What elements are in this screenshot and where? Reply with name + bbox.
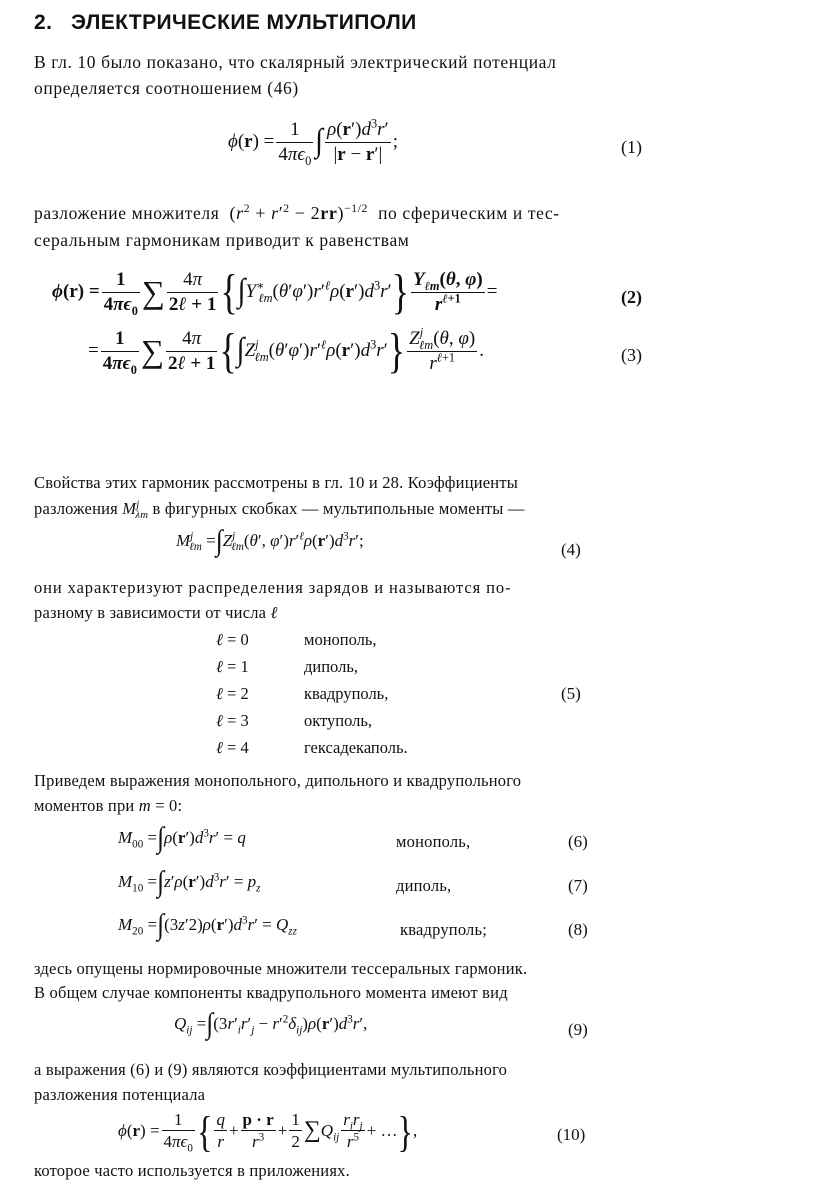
para5-line-2-text: моментов при — [34, 796, 135, 815]
para2-line-2: серальным гармоникам приводит к равенствам — [34, 230, 410, 250]
multipole-name: октуполь, — [304, 711, 373, 730]
multipole-name: диполь, — [304, 657, 358, 676]
para3-line-1: Свойства этих гармоник рассмотрены в гл. 10 и 28. Коэффициенты — [34, 473, 519, 492]
equation-number-5: (5) — [561, 684, 581, 703]
closing-line: которое часто используется в приложениях. — [34, 1161, 350, 1180]
moment-label-dipole: диполь, — [396, 876, 452, 895]
para3-line-2-end: в фигурных скобках — мультипольные моменты — — [152, 499, 525, 518]
para7-line-1: а выражения (6) и (9) являются коэффициентами мультипольного — [34, 1060, 508, 1079]
moment-label-monopole: монополь, — [396, 832, 471, 851]
section-title: ЭЛЕКТРИЧЕСКИЕ МУЛЬТИПОЛИ — [71, 11, 417, 34]
multipole-row: ℓ = 2 квадруполь, — [216, 684, 389, 703]
para6-line-2: В общем случае компоненты квадрупольного момента имеют вид — [34, 983, 508, 1002]
multipole-name: гексадекаполь. — [304, 738, 408, 757]
multipole-row: ℓ = 3 октуполь, — [216, 711, 373, 730]
equation-1: ϕ(r) = $\frac{1}{4\pi\epsilon_0}$ ∫ $\frac{\rho(r')d^3r'}{|r - r'|}$ ; — [228, 116, 398, 168]
equation-number-7: (7) — [568, 876, 588, 895]
equation-number-9: (9) — [568, 1020, 588, 1039]
multipole-order: 0 — [240, 630, 249, 649]
equation-number-2: (2) — [621, 287, 642, 307]
equation-6: $M_{00}$ = ∫ $\rho(r')d^3r' = q$ — [118, 820, 246, 855]
equation-4: $M^j_{\ell m}$ = ∫ $Z^j_{\ell m}(\theta'$, $\varphi')r'^\ell\rho(r')d^3r'$; — [176, 523, 364, 558]
equation-number-10: (10) — [557, 1125, 586, 1144]
multipole-name: монополь, — [304, 630, 377, 649]
equation-7: $M_{10}$ = ∫ $z'\rho(r')d^3r' = p_z$ — [118, 864, 261, 899]
section-number: 2. — [34, 11, 53, 34]
section-heading — [34, 11, 417, 35]
equation-number-1: (1) — [621, 137, 642, 157]
equation-9: $Q_{ij}$ = ∫ $(3r'_ir'_j - r'^2\delta_{ij})\rho(r')d^3r'$, — [174, 1006, 368, 1041]
para3-line-2: разложения $M^j_{\lambda m}$ в фигурных скобках — мультипольные моменты — — [34, 498, 525, 522]
equation-number-3: (3) — [621, 345, 642, 365]
equation-8: $M_{20}$ = ∫ $(3z'2)\rho(r')d^3r' = Q_{zz}$ — [118, 907, 297, 942]
multipole-row: ℓ = 4 гексадекаполь. — [216, 738, 408, 757]
para5-line-2: моментов при m = 0: — [34, 796, 183, 815]
multipole-order: 4 — [240, 738, 249, 757]
para2-line-1-end: по сферическим и тес- — [378, 203, 560, 223]
intro-line-1: В гл. 10 было показано, что скалярный электрический потенциал — [34, 52, 557, 72]
para2-line-1-start: разложение множителя — [34, 203, 220, 223]
equation-3: = $\frac{1}{4\pi\epsilon_0}$ ∑ $\frac{4\pi}{\text{2ℓ + 1}}$ { ∫ $Z^j_{\ell m}(\theta'\varphi')r'^\ell\rho(r')d^3r'$ } $\frac{Z^j_{\ell m}(\theta, \varphi)}{r^{\ell+1}}$ . — [88, 324, 484, 379]
para5-line-1: Приведем выражения монопольного, дипольного и квадрупольного — [34, 771, 522, 790]
moment-label-quadrupole: квадруполь; — [400, 920, 487, 939]
multipole-name: квадруполь, — [304, 684, 389, 703]
para7-line-2: разложения потенциала — [34, 1085, 206, 1104]
para6-line-1: здесь опущены нормировочные множители тессеральных гармоник. — [34, 959, 528, 978]
para4-line-1: они характеризуют распределения зарядов и называются по- — [34, 578, 512, 597]
multipole-row: ℓ = 1 диполь, — [216, 657, 358, 676]
para2-line-1: разложение множителя $(r^2 + r'^2 - 2rr)^{-1/2}$ по сферическим и тес- — [34, 202, 560, 223]
equation-2: ϕ(r) = $\frac{1}{4\pi\epsilon_0}$ ∑ $\frac{4\pi}{\text{2ℓ + 1}}$ { ∫ $Y^∗_{\ell m}(\theta'\varphi')r'^\ell\rho(r')d^3r'$ } $\frac{Y_{\ell m}(\theta, \varphi)}{r^{\ell+1}}$ = — [52, 265, 498, 320]
para3-line-2-start: разложения — [34, 499, 118, 518]
equation-number-8: (8) — [568, 920, 588, 939]
para4-line-2: разному в зависимости от числа ℓ — [34, 603, 278, 622]
multipole-order: 2 — [240, 684, 249, 703]
equation-number-6: (6) — [568, 832, 588, 851]
equation-number-4: (4) — [561, 540, 581, 559]
equation-10: ϕ(r) = $\frac{1}{4\pi\epsilon_0}$ { $\frac{q}{r}$ + $\frac{p \cdot r}{r^3}$ + $\frac{1}{2}$ ∑ $Q_{ij}$ $\frac{r_ir_j}{r^5}$ + … } , — [118, 1106, 418, 1155]
intro-line-2: определяется соотношением (46) — [34, 78, 299, 98]
multipole-row: ℓ = 0 монополь, — [216, 630, 377, 649]
multipole-order: 1 — [240, 657, 249, 676]
multipole-order: 3 — [240, 711, 249, 730]
para4-line-2-text: разному в зависимости от числа — [34, 603, 267, 622]
